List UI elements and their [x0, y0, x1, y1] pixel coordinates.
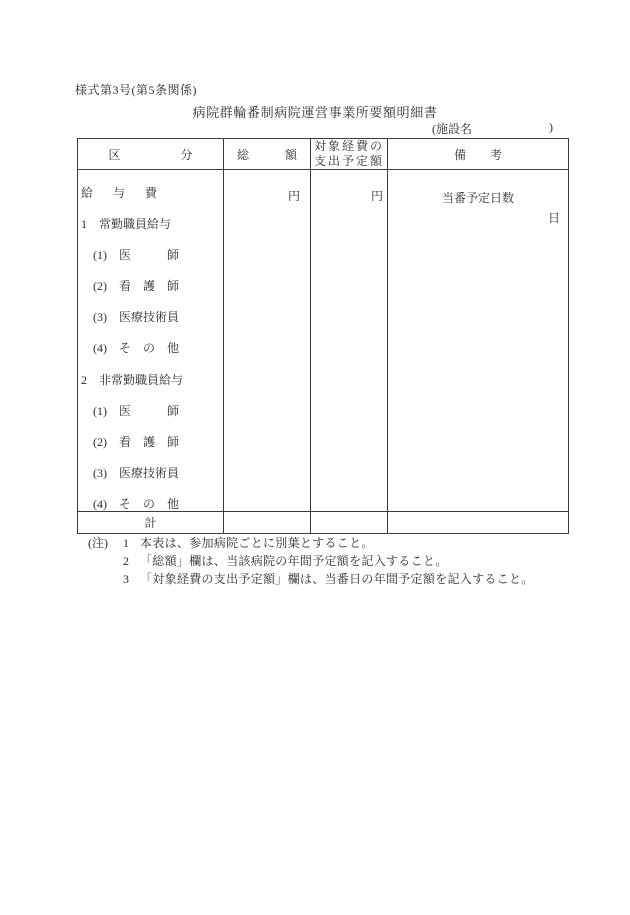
total-row-target-expense-cell — [311, 512, 388, 533]
category-item-salary-expense: 給 与 費 — [81, 186, 162, 200]
note-text: 「総額」欄は、当該病院の年間予定額を記入すること。 — [140, 554, 448, 568]
total-row-label: 計 — [78, 512, 224, 533]
expense-table — [77, 138, 569, 534]
facility-close-paren: ) — [549, 120, 553, 134]
category-item-parttime-nurse: (2) 看 護 師 — [81, 434, 179, 449]
note-text: 本表は、参加病院ごとに別葉とすること。 — [140, 536, 374, 550]
footnotes — [88, 534, 588, 588]
category-item-fulltime-other: (4) そ の 他 — [81, 341, 179, 356]
header-target-expense-line1: 対象経費の — [313, 139, 384, 153]
category-item-parttime-medtech: (3) 医療技術員 — [81, 465, 179, 480]
note-number: 2 — [123, 554, 129, 568]
total-amount-column-body — [224, 170, 311, 512]
note-label: (注) — [88, 536, 108, 550]
category-item-parttime-doctor: (1) 医 師 — [81, 403, 179, 418]
category-column-body — [78, 170, 224, 512]
yen-unit-total: 円 — [287, 189, 300, 203]
form-number: 様式第3号(第5条関係) — [75, 83, 197, 97]
total-row-total-amount-cell — [224, 512, 311, 533]
note-text: 「対象経費の支出予定額」欄は、当番日の年間予定額を記入すること。 — [140, 572, 534, 586]
note-item — [88, 534, 588, 552]
header-remarks: 備 考 — [388, 139, 568, 170]
target-expense-column-body — [311, 170, 388, 512]
category-item-fulltime-salary: 1 常勤職員給与 — [81, 217, 172, 232]
category-item-parttime-other: (4) そ の 他 — [81, 496, 179, 511]
total-row-remarks-cell — [388, 512, 568, 533]
header-total-amount: 総 額 — [224, 139, 311, 170]
category-item-fulltime-nurse: (2) 看 護 師 — [81, 279, 179, 294]
duty-days-unit: 日 — [547, 211, 560, 225]
document-title: 病院群輪番制病院運営事業所要額明細書 — [192, 105, 438, 120]
duty-days-label: 当番予定日数 — [441, 191, 514, 205]
facility-name-field — [432, 120, 553, 137]
category-item-parttime-salary: 2 非常勤職員給与 — [81, 372, 184, 387]
note-item — [88, 552, 588, 570]
category-item-fulltime-doctor: (1) 医 師 — [81, 248, 179, 263]
category-item-fulltime-medtech: (3) 医療技術員 — [81, 310, 179, 325]
yen-unit-target: 円 — [370, 189, 383, 203]
header-category: 区 分 — [78, 139, 224, 170]
note-number: 1 — [123, 536, 129, 550]
header-target-expense — [311, 139, 388, 170]
header-target-expense-line2: 支出予定額 — [313, 154, 384, 168]
remarks-column-body — [388, 170, 568, 512]
note-number: 3 — [123, 572, 129, 586]
note-item — [88, 570, 588, 588]
facility-label: (施設名 — [432, 122, 472, 136]
